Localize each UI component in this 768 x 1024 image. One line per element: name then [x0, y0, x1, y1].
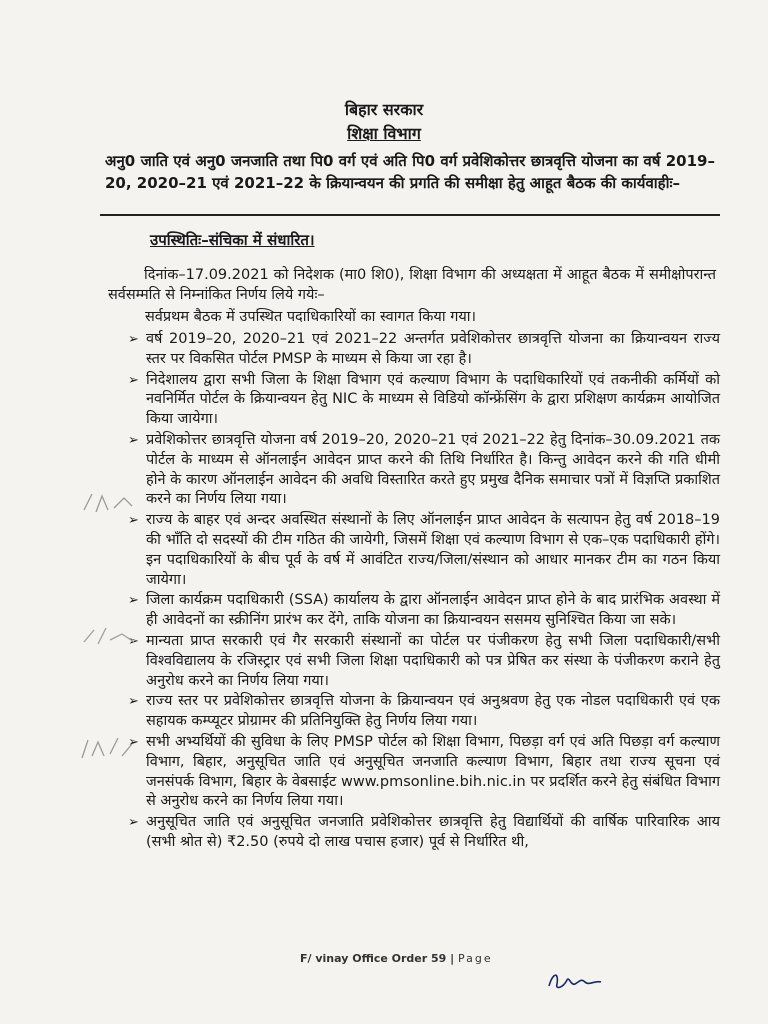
- list-item-text: वर्ष 2019–20, 2020–21 एवं 2021–22 अन्तर्गत प्रवेशिकोत्तर छात्रवृत्ति योजना का क्रियान्वयन राज्य स्तर पर विकसित पोर्टल PMSP के माध्यम से किया जा रहा है।: [146, 331, 720, 367]
- department-heading: [0, 122, 768, 144]
- decision-list: [128, 330, 720, 854]
- arrow-bullet-icon: ➢: [128, 734, 139, 750]
- list-item-text: राज्य स्तर पर प्रवेशिकोत्तर छात्रवृत्ति योजना के क्रियान्वयन एवं अनुश्रवण हेतु एक नोडल पदाधिकारी एवं एक सहायक कम्प्यूटर प्रोग्रामर की प्रतिनियुक्ति हेतु निर्णय लिया गया।: [146, 693, 720, 730]
- handwritten-margin-mark: [80, 622, 140, 652]
- list-item-text: निदेशालय द्वारा सभी जिला के शिक्षा विभाग एवं कल्याण विभाग के पदाधिकारियों एवं तकनीकी कर्मियों को नवनिर्मित पोर्टल के क्रियान्वयन हेतु NIC के माध्यम से विडियो कॉन्फ्रेंसिंग के द्वारा प्रशिक्षण कार्यक्रम आयोजित किया जायेगा।: [146, 371, 720, 428]
- intro-paragraph: दिनांक–17.09.2021 को निदेशक (मा0 शि0), शिक्षा विभाग की अध्यक्षता में आहूत बैठक में समीक्षोपरान्त सर्वसम्मति से निम्नांकित निर्णय लिये गयेः–: [108, 267, 716, 303]
- list-item: [128, 330, 720, 370]
- arrow-bullet-icon: ➢: [128, 513, 139, 529]
- arrow-bullet-icon: ➢: [128, 593, 139, 609]
- footer-separator: |: [450, 952, 455, 965]
- signature: [545, 968, 605, 994]
- arrow-bullet-icon: ➢: [128, 815, 139, 831]
- divider: [100, 214, 720, 216]
- arrow-bullet-icon: ➢: [128, 694, 139, 710]
- list-item: [128, 591, 720, 631]
- arrow-bullet-icon: ➢: [128, 372, 139, 388]
- welcome-line: सर्वप्रथम बैठक में उपस्थित पदाधिकारियों का स्वागत किया गया।: [145, 309, 477, 325]
- list-item-text: सभी अभ्यर्थियों की सुविधा के लिए PMSP पोर्टल को शिक्षा विभाग, पिछड़ा वर्ग एवं अति पिछड़ा वर्ग कल्याण विभाग, बिहार, अनुसूचित जाति एवं अनुसूचित जनजाति कल्याण विभाग, बिहार तथा राज्य सूचना एवं जनसंपर्क विभाग, बिहार के वेबसाईट www.pmsonline.bih.nic.in पर प्रदर्शित करने हेतु संबंधित विभाग से अनुरोध करने का निर्णय लिया गया।: [146, 733, 720, 810]
- arrow-bullet-icon: ➢: [128, 332, 139, 347]
- list-item-text: जिला कार्यक्रम पदाधिकारी (SSA) कार्यालय के द्वारा ऑनलाईन आवेदन प्राप्त होने के बाद प्रारंभिक अवस्था में ही आवेदनों का स्क्रीनिंग प्रारंभ कर देंगे, ताकि योजना का क्रियान्वयन ससमय सुनिश्चित किया जा सके।: [146, 592, 720, 629]
- list-item: [128, 632, 720, 691]
- footer-page-label: Page: [458, 952, 493, 965]
- attendance-note: उपस्थितिः–संचिका में संधारित।: [150, 231, 315, 249]
- list-item: [128, 431, 720, 510]
- footer-file: F/ vinay Office Order 59: [300, 952, 447, 965]
- list-item: [128, 371, 720, 430]
- handwritten-margin-mark: [78, 732, 138, 766]
- list-item: [128, 813, 720, 853]
- list-item: [128, 733, 720, 812]
- list-item-text: प्रवेशिकोत्तर छात्रवृत्ति योजना वर्ष 2019–20, 2020–21 एवं 2021–22 हेतु दिनांक–30.09.2021 तक पोर्टल के माध्यम से ऑनलाईन आवेदन प्राप्त करने की तिथि निर्धारित है। किन्तु आवेदन करने की गति धीमी होने के कारण ऑनलाईन आवेदन की अवधि विस्तारित करते हुए प्रमुख दैनिक समाचार पत्रों में विज्ञप्ति प्रकाशित करने का निर्णय लिया गया।: [146, 431, 720, 508]
- list-item: [128, 692, 720, 732]
- list-item-text: अनुसूचित जाति एवं अनुसूचित जनजाति प्रवेशिकोत्तर छात्रवृत्ति हेतु विद्यार्थियों की वार्षिक पारिवारिक आय (सभी श्रोत से) ₹2.50 (रुपये दो लाख पचास हजार) पूर्व से निर्धारित थी,: [146, 814, 720, 850]
- list-item-text: मान्यता प्राप्त सरकारी एवं गैर सरकारी संस्थानों का पोर्टल पर पंजीकरण हेतु सभी जिला पदाधिकारी/सभी विश्वविद्यालय के रजिस्ट्रार एवं सभी जिला शिक्षा पदाधिकारी को पत्र प्रेषित कर संस्था के पंजीकरण कराने हेतु अनुरोध करने का निर्णय लिया गया।: [146, 632, 720, 689]
- list-item-text: राज्य के बाहर एवं अन्दर अवस्थित संस्थानों के लिए ऑनलाईन प्राप्त आवेदन के सत्यापन हेतु वर्ष 2018–19 की भाँति दो सदस्यों की टीम गठित की जायेगी, जिसमें शिक्षा एवं कल्याण विभाग से एक–एक पदाधिकारी होंगे। इन पदाधिकारियों के बीच पूर्व के वर्ष में आवंटित राज्य/जिला/संस्थान को आधार मानकर टीम का गठन किया जायेगा।: [146, 512, 720, 588]
- government-heading: बिहार सरकार: [344, 100, 424, 119]
- page-footer: [300, 952, 493, 965]
- arrow-bullet-icon: ➢: [128, 633, 139, 649]
- subject-line: अनु0 जाति एवं अनु0 जनजाति तथा पि0 वर्ग एवं अति पि0 वर्ग प्रवेशिकोत्तर छात्रवृत्ति योजना का वर्ष 2019–20, 2020–21 एवं 2021–22 के क्रियान्वयन की प्रगति की समीक्षा हेतु आहूत बैठक की कार्यवाहीः–: [105, 152, 715, 192]
- department-title: शिक्षा विभाग: [347, 124, 421, 143]
- list-item: [128, 511, 720, 590]
- handwritten-margin-mark: [80, 488, 140, 518]
- arrow-bullet-icon: ➢: [128, 432, 139, 448]
